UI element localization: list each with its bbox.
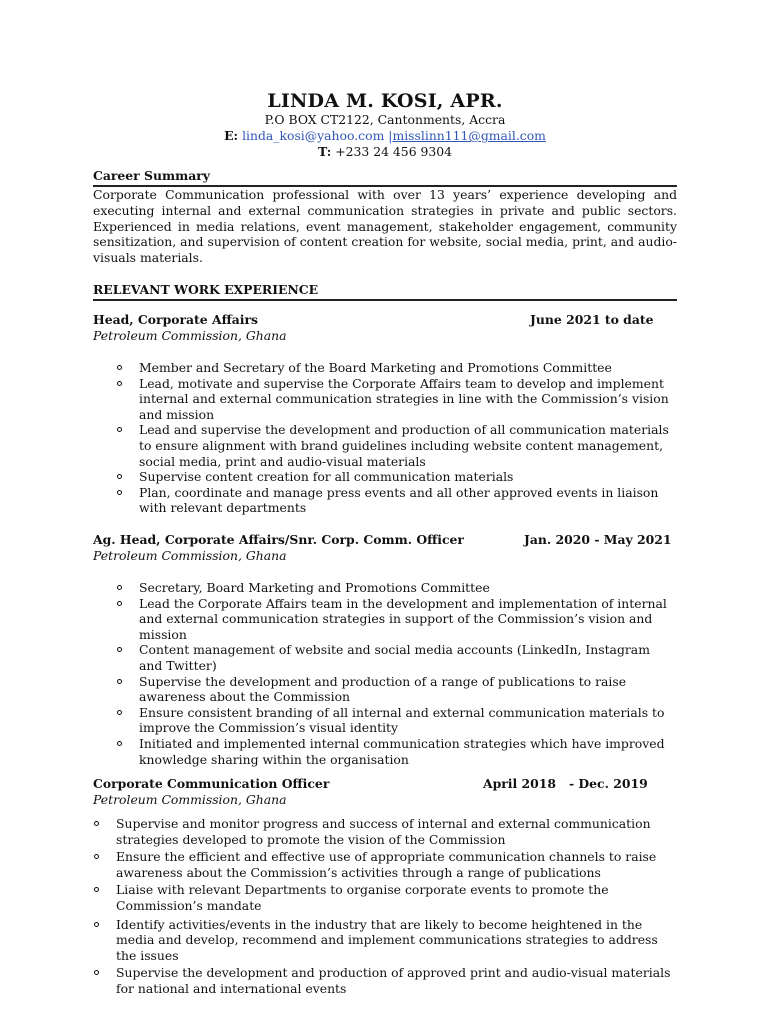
email-link-yahoo[interactable]: linda_kosi@yahoo.com bbox=[242, 128, 385, 143]
bullet-circle-icon bbox=[117, 741, 122, 746]
job-organization: Petroleum Commission, Ghana bbox=[93, 328, 287, 343]
email-line bbox=[93, 128, 677, 144]
bullet-circle-icon bbox=[117, 679, 122, 684]
bullet-circle-icon bbox=[94, 922, 99, 927]
job-organization: Petroleum Commission, Ghana bbox=[93, 792, 287, 807]
list-item-text: Lead the Corporate Affairs team in the development and implementation of internal and external communication strategies in support of the Commission’s vision and mission bbox=[139, 595, 667, 642]
list-item bbox=[139, 360, 677, 376]
list-item bbox=[139, 642, 677, 673]
job-dates: June 2021 to date bbox=[530, 312, 654, 327]
candidate-name: LINDA M. KOSI, APR. bbox=[267, 90, 503, 112]
list-item-text: Content management of website and social media accounts (LinkedIn, Instagram and Twitter) bbox=[139, 642, 650, 673]
phone-label: T: bbox=[317, 144, 332, 159]
job-bullet-list bbox=[139, 360, 677, 516]
job-organization: Petroleum Commission, Ghana bbox=[93, 548, 287, 563]
job-dates: April 2018 - Dec. 2019 bbox=[483, 776, 648, 791]
list-item bbox=[116, 849, 677, 880]
list-item bbox=[116, 965, 677, 996]
bullet-circle-icon bbox=[117, 710, 122, 715]
job-dates: Jan. 2020 - May 2021 bbox=[524, 532, 672, 547]
email-link-gmail[interactable]: misslinn111@gmail.com bbox=[392, 128, 546, 143]
list-item bbox=[139, 469, 677, 485]
job-bullet-list bbox=[139, 580, 677, 767]
phone-line bbox=[93, 144, 677, 160]
list-item bbox=[139, 580, 677, 596]
list-item-text: Ensure consistent branding of all internal and external communication materials to improve the Commission’s visual identity bbox=[139, 704, 665, 736]
bullet-circle-icon bbox=[117, 647, 122, 652]
list-item-text: Supervise and monitor progress and success of internal and external communication strategies developed to promote the vision of the Commission bbox=[116, 816, 651, 847]
list-item-text: Lead, motivate and supervise the Corporate Affairs team to develop and implement internal and external communication strategies in line with the Commission’s vision and mission bbox=[139, 375, 669, 422]
list-item-text: Plan, coordinate and manage press events and all other approved events in liaison with relevant departments bbox=[139, 484, 659, 516]
phone-number: +233 24 456 9304 bbox=[335, 144, 453, 159]
job-title: Head, Corporate Affairs bbox=[93, 312, 258, 327]
bullet-circle-icon bbox=[117, 381, 122, 386]
list-item bbox=[139, 674, 677, 705]
list-item bbox=[139, 376, 677, 423]
list-item-text: Liaise with relevant Departments to organise corporate events to promote the Commission’s mandate bbox=[116, 882, 609, 913]
job-bullet-list bbox=[116, 816, 677, 997]
address-line: P.O BOX CT2122, Cantonments, Accra bbox=[264, 112, 506, 127]
job-title: Ag. Head, Corporate Affairs/Snr. Corp. Comm. Officer bbox=[93, 532, 464, 547]
bullet-circle-icon bbox=[117, 427, 122, 432]
list-item bbox=[139, 422, 677, 469]
list-item bbox=[139, 705, 677, 736]
list-item-text: Identify activities/events in the industry that are likely to become heightened in the media and develop, recommend and implement communications strategies to address the issues bbox=[116, 916, 658, 963]
list-item bbox=[116, 917, 677, 964]
bullet-circle-icon bbox=[117, 490, 122, 495]
list-item bbox=[139, 485, 677, 516]
bullet-circle-icon bbox=[117, 585, 122, 590]
list-item-text: Lead and supervise the development and production of all communication materials to ensure alignment with brand guidelines including website content management, social media, print and audio-visual materials bbox=[139, 422, 669, 469]
bullet-circle-icon bbox=[117, 365, 122, 370]
bullet-circle-icon bbox=[117, 601, 122, 606]
list-item-text: Supervise content creation for all communication materials bbox=[139, 469, 514, 485]
career-summary-text: Corporate Communication professional with over 13 years’ experience developing and executing internal and external communication strategies in private and public sectors. Experienced in media relations, event management, stakeholder engagement, community sensitization, and supervision of content creation for website, social media, print, and audio-visuals materials. bbox=[93, 187, 677, 266]
list-item bbox=[139, 596, 677, 643]
list-item-text: Initiated and implemented internal communication strategies which have improved knowledge sharing within the organisation bbox=[139, 735, 665, 767]
bullet-circle-icon bbox=[94, 821, 99, 826]
bullet-circle-icon bbox=[94, 854, 99, 859]
work-experience-heading: RELEVANT WORK EXPERIENCE bbox=[93, 282, 319, 297]
bullet-circle-icon bbox=[94, 970, 99, 975]
bullet-circle-icon bbox=[94, 887, 99, 892]
email-label: E: bbox=[224, 128, 239, 143]
list-item bbox=[116, 816, 677, 847]
list-item-text: Supervise the development and production of a range of publications to raise awareness about the Commission bbox=[139, 673, 627, 705]
list-item-text: Secretary, Board Marketing and Promotions Committee bbox=[139, 580, 490, 595]
email-separator: | bbox=[388, 128, 393, 143]
list-item bbox=[116, 882, 677, 913]
list-item bbox=[139, 736, 677, 767]
career-summary-heading: Career Summary bbox=[93, 168, 210, 183]
list-item-text: Ensure the efficient and effective use of appropriate communication channels to raise awareness about the Commission’s activities through a range of publications bbox=[116, 849, 657, 880]
job-title: Corporate Communication Officer bbox=[93, 776, 330, 791]
section-divider bbox=[93, 299, 677, 301]
list-item-text: Supervise the development and production of approved print and audio-visual materials for national and international events bbox=[116, 965, 671, 996]
bullet-circle-icon bbox=[117, 474, 122, 479]
list-item-text: Member and Secretary of the Board Marketing and Promotions Committee bbox=[139, 360, 612, 375]
